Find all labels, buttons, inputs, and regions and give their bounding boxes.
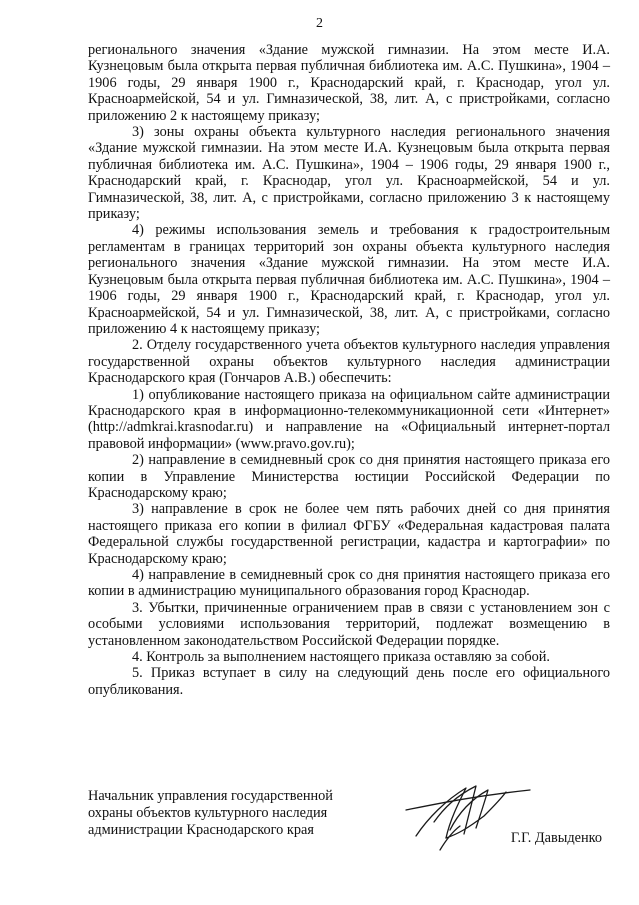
paragraph: 4) режимы использования земель и требования к градостроительным регламентам в границах территорий зон охраны объекта культурного наследия регионального значения «Здание мужской гимназии. На этом месте И.А. Кузнецовым была открыта первая публичная библиотека им. А.С. Пушкина», 1904 – 1906 годы, 29 января 1900 г., Краснодарский край, г. Краснодар, угол ул. Красноармейской, 54 и ул. Гимназической, 38, лит. А, с пристройками, согласно приложению 4 к настоящему приказу; [88,222,610,337]
signature-block [88,786,610,858]
signatory-title-line: охраны объектов культурного наследия [88,805,328,821]
paragraph: 5. Приказ вступает в силу на следующий день после его официального опубликования. [88,665,610,698]
document-body [88,42,610,698]
paragraph: 2. Отделу государственного учета объектов культурного наследия управления государственной охраны объектов культурного наследия администрации Краснодарского края (Гончаров А.В.) обеспечить: [88,337,610,387]
paragraph: 2) направление в семидневный срок со дня принятия настоящего приказа его копии в Управление Министерства юстиции Российской Федерации по Краснодарскому краю; [88,452,610,501]
paragraph: 3. Убытки, причиненные ограничением прав в связи с установлением зон с особыми условиями использования территорий, подлежат возмещению в установленном законодательством Российской Федерации порядке. [88,599,610,649]
paragraph: 3) зоны охраны объекта культурного наследия регионального значения «Здание мужской гимназии. На этом месте И.А. Кузнецовым была открыта первая публичная библиотека им. А.С. Пушкина», 1904 – 1906 годы, 29 января 1900 г., Краснодарский край, г. Краснодар, угол ул. Красноармейской, 54 и ул. Гимназической, 38, лит. А, с пристройками, согласно приложению 3 к настоящему приказу; [88,124,610,223]
paragraph: 1) опубликование настоящего приказа на официальном сайте администрации Краснодарского края в информационно-телекоммуникационной сети «Интернет» (http://admkrai.krasnodar.ru) и направление на «Официальный интернет-портал правовой информации» (www.pravo.gov.ru); [88,386,610,452]
signatory-title-line: Начальник управления государственной [88,788,333,804]
paragraph: 4) направление в семидневный срок со дня принятия настоящего приказа его копии в администрацию муниципального образования город Краснодар. [88,567,610,600]
paragraph: 3) направление в срок не более чем пять рабочих дней со дня принятия настоящего приказа его копии в филиал ФГБУ «Федеральная кадастровая палата Федеральной службы государственной регистрации, кадастра и картографии» по Краснодарскому краю; [88,501,610,567]
paragraph: регионального значения «Здание мужской гимназии. На этом месте И.А. Кузнецовым была открыта первая публичная библиотека им. А.С. Пушкина», 1904 – 1906 годы, 29 января 1900 г., Краснодарский край, г. Краснодар, угол ул. Красноармейской, 54 и ул. Гимназической, 38, лит. А, с пристройками, согласно приложению 2 к настоящему приказу; [88,42,610,124]
paragraph: 4. Контроль за выполнением настоящего приказа оставляю за собой. [132,649,551,666]
signatory-title [88,788,333,839]
signatory-name: Г.Г. Давыденко [510,830,602,846]
signatory-title-line: администрации Краснодарского края [88,822,314,838]
page-number: 2 [316,16,323,31]
